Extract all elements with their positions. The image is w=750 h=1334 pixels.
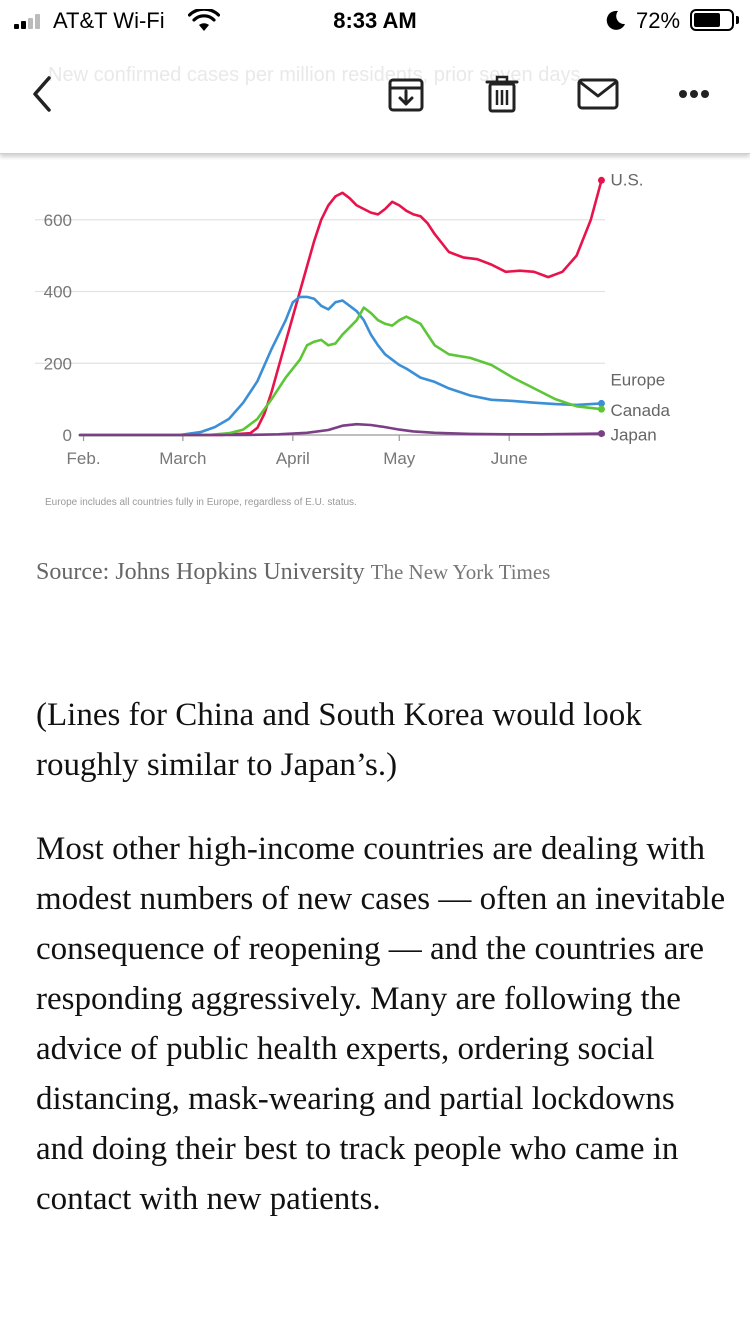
series-label: Japan — [610, 425, 657, 445]
source-publisher: The New York Times — [370, 560, 551, 584]
y-tick-label: 600 — [43, 210, 72, 230]
back-button[interactable] — [20, 72, 64, 116]
series-line-canada — [80, 308, 602, 435]
series-line-us — [80, 180, 602, 435]
series-end-dot — [598, 430, 605, 437]
carrier-label: AT&T Wi-Fi — [53, 8, 165, 33]
delete-button[interactable] — [480, 72, 524, 116]
mail-toolbar — [0, 40, 750, 154]
series-label: U.S. — [610, 170, 644, 190]
battery-tip — [736, 16, 739, 24]
battery-level-fill — [694, 13, 720, 27]
x-tick-label: Feb. — [66, 449, 101, 468]
article-paragraph: Most other high-income countries are dealing with modest numbers of new cases — often an inevitable consequence of reopening — and the countries are responding aggressively. Many are following the advice of public health experts, ordering social distancing, mask-wearing and partial lockdowns and doing their best to track people who came in contact with new patients. — [36, 831, 726, 1217]
battery-icon — [690, 9, 734, 31]
article-paragraph: (Lines for China and South Korea would look roughly similar to Japan’s.) — [36, 697, 642, 783]
status-time: 8:33 AM — [333, 8, 417, 33]
obscured-chart-heading: New confirmed cases per million residents, prior seven days — [48, 64, 581, 86]
series-label: Europe — [610, 370, 666, 390]
x-tick-label: March — [159, 449, 207, 468]
chart-caption: Europe includes all countries fully in Europe, regardless of E.U. status. — [45, 497, 357, 508]
archive-tray-icon — [386, 74, 426, 114]
series-line-japan — [80, 424, 602, 435]
envelope-icon — [576, 76, 620, 112]
more-options-button[interactable] — [672, 72, 716, 116]
y-tick-label: 400 — [43, 282, 72, 302]
series-line-europe — [80, 297, 602, 435]
trash-icon — [482, 74, 522, 114]
more-dots-icon — [674, 88, 714, 100]
x-tick-label: May — [383, 449, 416, 468]
battery-percent: 72% — [636, 8, 681, 33]
chart-source — [36, 559, 550, 586]
reply-mail-button[interactable] — [576, 72, 620, 116]
series-end-dot — [598, 406, 605, 413]
status-bar — [0, 0, 750, 40]
x-tick-label: June — [490, 449, 528, 468]
article-body — [36, 690, 726, 1258]
y-tick-label: 200 — [43, 354, 72, 374]
chevron-left-icon — [27, 74, 57, 114]
do-not-disturb-moon-icon — [605, 9, 627, 31]
series-end-dot — [598, 177, 605, 184]
source-label: Source: Johns Hopkins University — [36, 559, 365, 585]
archive-button[interactable] — [384, 72, 428, 116]
cases-line-chart — [0, 150, 750, 530]
y-tick-label: 0 — [62, 426, 72, 445]
series-label: Canada — [610, 401, 671, 421]
x-tick-label: April — [275, 449, 310, 468]
